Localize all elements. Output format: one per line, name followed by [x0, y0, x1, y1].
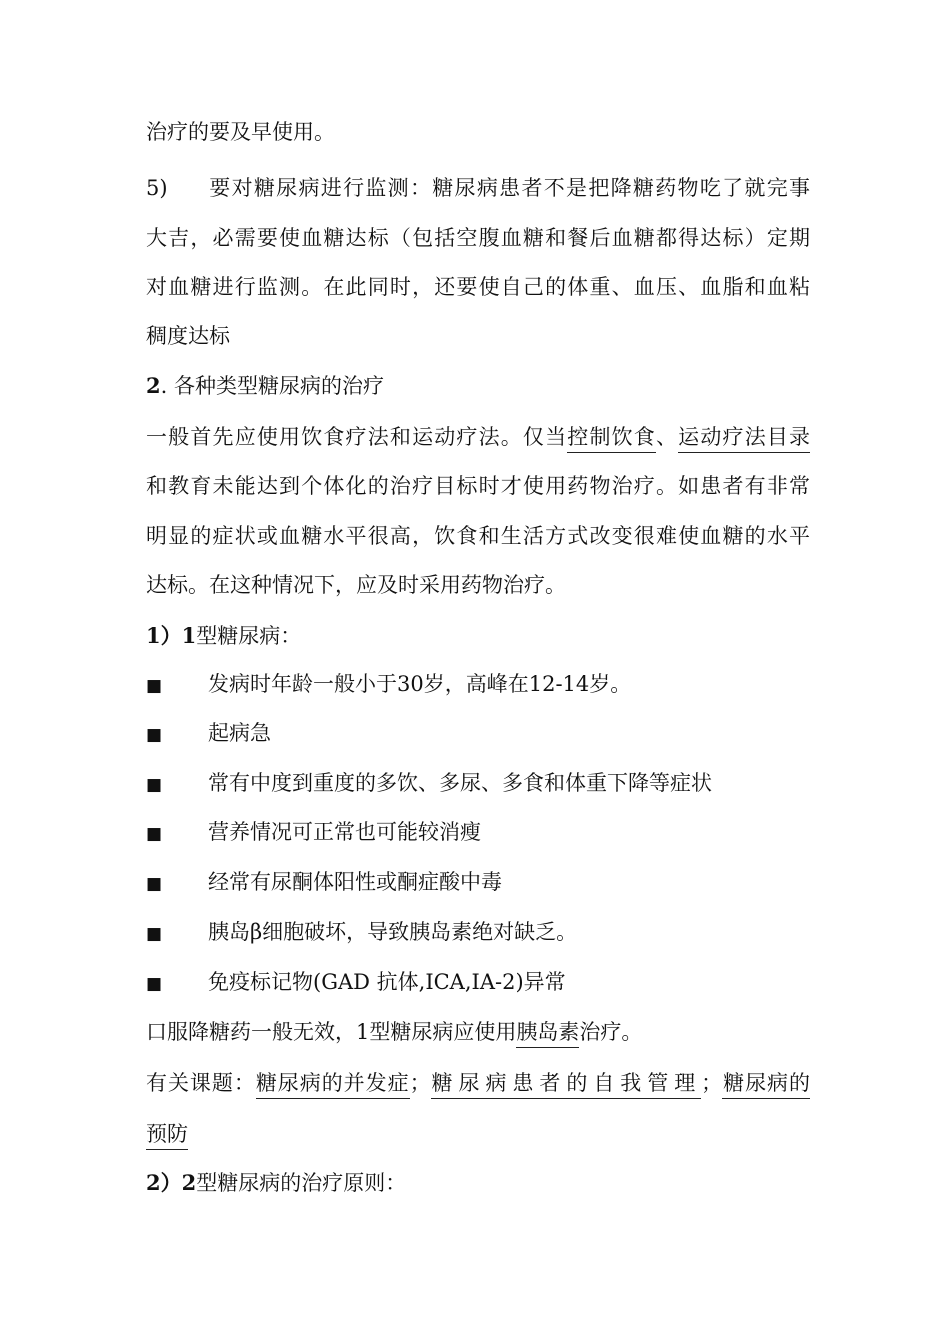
text: 对血糖进行监测。在此同时，还要使自己的体重、血压、血脂和血粘	[146, 275, 810, 299]
paragraph-line	[146, 423, 810, 451]
item-number: 5)	[146, 176, 168, 200]
subheading-text: 型糖尿病的治疗原则：	[196, 1171, 407, 1195]
bullet-square-icon: ■	[146, 676, 163, 696]
bullet-item	[146, 719, 810, 749]
bullet-text: 经常有尿酮体阳性或酮症酸中毒	[208, 870, 502, 894]
text: 稠度达标	[146, 324, 230, 348]
bullet-square-icon: ■	[146, 974, 163, 994]
bullet-text: 起病急	[208, 721, 271, 745]
link-self-management[interactable]: 糖尿病患者的自我管理	[431, 1071, 702, 1099]
text: 和教育未能达到个体化的治疗目标时才使用药物治疗。如患者有非常	[146, 474, 810, 498]
paragraph-line	[146, 472, 810, 500]
separator: ；	[701, 1071, 723, 1095]
paragraph-line	[146, 522, 810, 550]
text: 口服降糖药一般无效，1型糖尿病应使用	[146, 1020, 517, 1044]
paragraph-line	[146, 1120, 810, 1148]
bullet-item	[146, 670, 810, 700]
subheading-type2	[146, 1169, 810, 1197]
related-label: 有关课题：	[146, 1071, 256, 1095]
text: 治疗的要及早使用。	[146, 120, 335, 144]
bullet-text: 营养情况可正常也可能较消瘦	[208, 820, 481, 844]
text: 治疗。	[579, 1020, 643, 1044]
subheading-type1	[146, 622, 810, 650]
paragraph-line	[146, 1018, 810, 1046]
bullet-item	[146, 818, 810, 848]
paragraph-line	[146, 571, 810, 599]
bullet-text: 胰岛β细胞破坏，导致胰岛素绝对缺乏。	[208, 920, 578, 944]
text: 一般首先应使用饮食疗法和运动疗法。仅当	[146, 425, 568, 449]
text: 大吉，必需要使血糖达标（包括空腹血糖和餐后血糖都得达标）定期	[146, 226, 810, 250]
heading-number: 2	[146, 373, 161, 398]
link-insulin[interactable]: 胰岛素	[516, 1020, 579, 1048]
heading-text: . 各种类型糖尿病的治疗	[160, 374, 384, 398]
bullet-item	[146, 918, 810, 948]
item-text: 要对糖尿病进行监测：糖尿病患者不是把降糖药物吃了就完事	[208, 176, 810, 200]
separator: ；	[409, 1071, 431, 1095]
section-heading	[146, 372, 810, 400]
link-complications[interactable]: 糖尿病的并发症	[256, 1071, 410, 1099]
link-prevention-continued[interactable]: 预防	[146, 1122, 188, 1150]
link-diet-control[interactable]: 控制饮食	[567, 425, 656, 453]
bullet-square-icon: ■	[146, 775, 163, 795]
bullet-square-icon: ■	[146, 725, 163, 745]
related-topics	[146, 1069, 810, 1097]
subheading-prefix: 1）1	[146, 623, 197, 648]
bullet-item	[146, 769, 810, 799]
subheading-text: 型糖尿病：	[196, 624, 302, 648]
paragraph-line	[146, 273, 810, 301]
numbered-item-5	[146, 174, 810, 202]
bullet-item	[146, 968, 810, 998]
paragraph-line	[146, 224, 810, 252]
subheading-prefix: 2）2	[146, 1170, 197, 1195]
bullet-item	[146, 868, 810, 898]
bullet-text: 发病时年龄一般小于30岁，高峰在12-14岁。	[208, 672, 632, 696]
text: 达标。在这种情况下，应及时采用药物治疗。	[146, 573, 566, 597]
paragraph-line	[146, 322, 810, 350]
bullet-text: 常有中度到重度的多饮、多尿、多食和体重下降等症状	[208, 771, 712, 795]
link-prevention[interactable]: 糖尿病的	[722, 1071, 810, 1099]
separator: 、	[655, 425, 679, 449]
bullet-square-icon: ■	[146, 874, 163, 894]
paragraph-line	[146, 118, 810, 146]
bullet-text: 免疫标记物(GAD 抗体,ICA,IA-2)异常	[208, 970, 566, 994]
text: 明显的症状或血糖水平很高，饮食和生活方式改变很难使血糖的水平	[146, 524, 810, 548]
bullet-square-icon: ■	[146, 824, 163, 844]
bullet-square-icon: ■	[146, 924, 163, 944]
link-exercise-therapy[interactable]: 运动疗法目录	[678, 425, 810, 453]
